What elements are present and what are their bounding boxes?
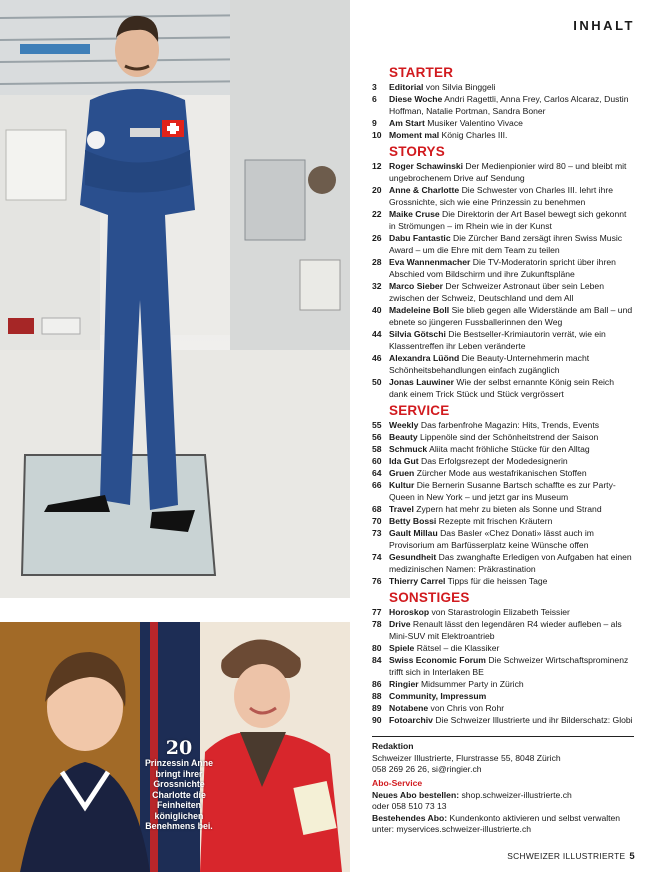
toc-entry-description: Wie der selbst ernannte König sein Reich dank einem Trick Stück und Stück vergrössert <box>389 377 614 399</box>
abo-title: Abo-Service <box>372 778 423 788</box>
toc-entry[interactable] <box>372 618 634 642</box>
toc-entry-body <box>389 328 634 352</box>
toc-entry[interactable] <box>372 654 634 678</box>
divider <box>372 736 634 737</box>
toc-entry[interactable] <box>372 606 634 618</box>
toc-entry[interactable] <box>372 702 634 714</box>
toc-entry[interactable] <box>372 431 634 443</box>
toc-page-number: 40 <box>372 305 382 315</box>
abo-block <box>372 778 634 836</box>
toc-entry-body <box>389 419 634 431</box>
toc-entry-title: Maike Cruse <box>389 209 440 219</box>
toc-entry-title: Community, Impressum <box>389 691 487 701</box>
toc-entry-description: Musiker Valentino Vivace <box>427 118 523 128</box>
toc-entry[interactable] <box>372 81 634 93</box>
toc-entry-body <box>389 618 634 642</box>
toc-entry-body <box>389 208 634 232</box>
photo-caption <box>140 738 218 832</box>
toc-page-number: 78 <box>372 619 382 629</box>
toc-entry-title: Fotoarchiv <box>389 715 433 725</box>
toc-entry-title: Travel <box>389 504 414 514</box>
toc-entry-description: von Chris von Rohr <box>430 703 505 713</box>
toc-entry-title: Alexandra Lüönd <box>389 353 460 363</box>
section-title: STARTER <box>389 65 454 80</box>
toc-entry-description: Das Erfolgsrezept der Modedesignerin <box>421 456 568 466</box>
toc-entry-body <box>389 256 634 280</box>
redaktion-contact: 058 269 26 26, si@ringier.ch <box>372 764 482 774</box>
toc-entry-body <box>389 575 634 587</box>
toc-entry-description: Aliita macht fröhliche Stücke für den Alltag <box>429 444 590 454</box>
toc-page-number: 46 <box>372 353 382 363</box>
redaktion-address: Schweizer Illustrierte, Flurstrasse 55, 8048 Zürich <box>372 752 561 763</box>
toc-entry-description: Die Zürcher Band zersägt ihren Swiss Music Award – um die Ehre mit dem Team zu teilen <box>389 233 623 255</box>
toc-entry-description: Die Schwester von Charles III. lehrt ihre Grossnichte, sich wie eine Prinzessin zu benehmen <box>389 185 613 207</box>
toc-page-number: 90 <box>372 715 382 725</box>
toc-entry[interactable] <box>372 714 634 726</box>
toc-entry-body <box>389 527 634 551</box>
toc-page-number: 88 <box>372 691 382 701</box>
toc-entry[interactable] <box>372 527 634 551</box>
toc-entry-body <box>389 642 634 654</box>
toc-entry-title: Editorial <box>389 82 424 92</box>
toc-page-number: 55 <box>372 420 382 430</box>
toc-entry-body <box>389 184 634 208</box>
toc-page-number: 9 <box>372 118 377 128</box>
toc-entry[interactable] <box>372 551 634 575</box>
toc-entry[interactable] <box>372 232 634 256</box>
toc-page-number: 32 <box>372 281 382 291</box>
toc-entry-title: Eva Wannenmacher <box>389 257 471 267</box>
toc-entry-title: Spiele <box>389 643 415 653</box>
footer-page-number: 5 <box>629 851 635 862</box>
astronaut-illustration <box>0 0 350 598</box>
toc-entry[interactable] <box>372 160 634 184</box>
toc-entry-body <box>389 443 634 455</box>
toc-page-number: 74 <box>372 552 382 562</box>
toc-entry[interactable] <box>372 208 634 232</box>
toc-entry-body <box>389 606 634 618</box>
toc-entry-description: Zypern hat mehr zu bieten als Sonne und Strand <box>416 504 602 514</box>
toc-entry-description: Midsummer Party in Zürich <box>421 679 524 689</box>
toc-entry-description: Sie blieb gegen alle Widerstände am Ball – und ebnete so jüngeren Fussballerinnen den Weg <box>389 305 633 327</box>
toc-page-number: 12 <box>372 161 382 171</box>
toc-entry-body <box>389 678 634 690</box>
toc-entry-description: Die Schweizer Illustrierte und ihr Bilderschatz: Globi <box>435 715 633 725</box>
toc-entry-title: Gesundheit <box>389 552 437 562</box>
toc-entry[interactable] <box>372 690 634 702</box>
toc-entry-body <box>389 352 634 376</box>
toc-entry-body <box>389 280 634 304</box>
toc-entry-description: König Charles III. <box>441 130 508 140</box>
page-footer <box>507 851 635 862</box>
toc-page-number: 68 <box>372 504 382 514</box>
toc-page-number: 3 <box>372 82 377 92</box>
toc-page-number: 6 <box>372 94 377 104</box>
footer-magazine: SCHWEIZER ILLUSTRIERTE <box>507 851 626 861</box>
toc-entry-description: Andri Ragettli, Anna Frey, Carlos Alcaraz, Dustin Hoffman, Natalie Portman, Sandra Boner <box>389 94 629 116</box>
toc-entry-title: Kultur <box>389 480 415 490</box>
toc-page-number: 86 <box>372 679 382 689</box>
toc-page-number: 58 <box>372 444 382 454</box>
toc-entry-description: Das Basler «Chez Donati» lässt auch im Provisorium am Barfüsserplatz keine Wünsche offen <box>389 528 594 550</box>
abo-new-link[interactable]: shop.schweizer-illustrierte.ch <box>461 789 572 800</box>
toc-entry-body <box>389 93 634 117</box>
toc-entry-body <box>389 376 634 400</box>
toc-entry[interactable] <box>372 184 634 208</box>
toc-entry-title: Silvia Götschi <box>389 329 446 339</box>
toc-entry[interactable] <box>372 117 634 129</box>
redaktion-title: Redaktion <box>372 741 414 751</box>
toc-entry-title: Schmuck <box>389 444 428 454</box>
toc-entry-title: Anne & Charlotte <box>389 185 460 195</box>
toc-entry-body <box>389 690 634 702</box>
toc-entry[interactable] <box>372 443 634 455</box>
toc-entry-title: Weekly <box>389 420 419 430</box>
toc-entry-description: Die Bestseller-Krimiautorin verrät, wie ein Klassentreffen ihr Leben veränderte <box>389 329 606 351</box>
toc-entry-description: Die TV-Moderatorin spricht über ihren Abschied vom Bildschirm und ihre Zukunftspläne <box>389 257 616 279</box>
toc-entry-title: Jonas Lauwiner <box>389 377 454 387</box>
toc-entry-title: Madeleine Boll <box>389 305 450 315</box>
toc-entry[interactable] <box>372 352 634 376</box>
toc-entry-title: Gruen <box>389 468 415 478</box>
toc-entry-title: Am Start <box>389 118 425 128</box>
toc-entry-title: Moment mal <box>389 130 440 140</box>
caption-text: Prinzessin Anne bringt ihrer Grossnichte Charlotte die Feinheiten königlichen Benehmens bei. <box>144 758 214 831</box>
toc-page-number: 66 <box>372 480 382 490</box>
toc-entry-description: Die Bernerin Susanne Bartsch schaffte es zur Party-Queen in New York – und jetzt gar ins Museum <box>389 480 616 502</box>
toc-entry-description: Das zwanghafte Erledigen von Aufgaben hat einen medizinischen Namen: Präkrastination <box>389 552 632 574</box>
toc-entry[interactable] <box>372 256 634 280</box>
toc-entry[interactable] <box>372 376 634 400</box>
toc-entry-title: Beauty <box>389 432 418 442</box>
toc-entry-description: Lippenöle sind der Schönheitstrend der Saison <box>420 432 599 442</box>
section-title: STORYS <box>389 144 445 159</box>
toc-entry-body <box>389 117 634 129</box>
toc-entry[interactable] <box>372 129 634 141</box>
toc-entry[interactable] <box>372 479 634 503</box>
toc-entry-body <box>389 232 634 256</box>
toc-entry-body <box>389 160 634 184</box>
toc-page-number: 20 <box>372 185 382 195</box>
toc-entry-body <box>389 479 634 503</box>
toc-entry-body <box>389 81 634 93</box>
toc-entry-title: Diese Woche <box>389 94 443 104</box>
toc-page-number: 50 <box>372 377 382 387</box>
toc-entry-title: Gault Millau <box>389 528 438 538</box>
toc-entry-body <box>389 654 634 678</box>
toc-page-number: 28 <box>372 257 382 267</box>
toc-entry-title: Horoskop <box>389 607 430 617</box>
toc-entry-body <box>389 714 634 726</box>
toc-page-number: 10 <box>372 130 382 140</box>
toc-page-number: 77 <box>372 607 382 617</box>
toc-entry-description: Zürcher Mode aus westafrikanischen Stoffen <box>416 468 587 478</box>
toc-entry-description: Das farbenfrohe Magazin: Hits, Trends, Events <box>420 420 600 430</box>
toc-entry-description: Tipps für die heissen Tage <box>447 576 548 586</box>
toc-page-number: 76 <box>372 576 382 586</box>
toc-entry[interactable] <box>372 280 634 304</box>
toc-entry-body <box>389 455 634 467</box>
toc-entry[interactable] <box>372 328 634 352</box>
toc-entry-description: Der Medienpionier wird 80 – und bleibt mit ungebrochenem Drive auf Sendung <box>389 161 627 183</box>
abo-existing-text: Kundenkonto aktivieren und selbst verwalten unter: myservices.schweizer-illustrierte.ch <box>372 812 621 834</box>
toc-entry-description: Renault lässt den legendären R4 wieder aufleben – als Mini-SUV mit Elektroantrieb <box>389 619 622 641</box>
toc-entry-body <box>389 431 634 443</box>
toc-entry[interactable] <box>372 575 634 587</box>
toc-entry-title: Drive <box>389 619 411 629</box>
toc-entry[interactable] <box>372 455 634 467</box>
toc-entry-description: Rezepte mit frischen Kräutern <box>438 516 553 526</box>
toc-entry[interactable] <box>372 678 634 690</box>
toc-entry-description: von Starastrologin Elizabeth Teissier <box>431 607 570 617</box>
toc-page-number: 44 <box>372 329 382 339</box>
toc-entry-body <box>389 551 634 575</box>
abo-existing-label: Bestehendes Abo: <box>372 812 448 823</box>
toc-entry-body <box>389 503 634 515</box>
caption-page-number: 20 <box>165 737 193 759</box>
toc-page-number: 70 <box>372 516 382 526</box>
toc-entry[interactable] <box>372 467 634 479</box>
toc-page-number: 84 <box>372 655 382 665</box>
toc-entry-description: Die Beauty-Unternehmerin macht Schönheitsbehandlungen einfach zugänglich <box>389 353 590 375</box>
abo-new-label: Neues Abo bestellen: <box>372 789 460 800</box>
toc-page-number: 80 <box>372 643 382 653</box>
toc-entry-title: Swiss Economic Forum <box>389 655 486 665</box>
toc-entry[interactable] <box>372 515 634 527</box>
toc-page-number: 64 <box>372 468 382 478</box>
toc-entry[interactable] <box>372 503 634 515</box>
redaktion-block <box>372 741 634 776</box>
toc-entry-description: Rätsel – die Klassiker <box>416 643 500 653</box>
toc-entry-description: Der Schweizer Astronaut über sein Leben zwischen der Schweiz, Deutschland und dem All <box>389 281 604 303</box>
toc-page-number: 22 <box>372 209 382 219</box>
page-label: INHALT <box>573 18 635 33</box>
toc-entry-title: Ida Gut <box>389 456 419 466</box>
toc-entry-title: Roger Schawinski <box>389 161 464 171</box>
toc-entry-title: Ringier <box>389 679 419 689</box>
toc-page-number: 73 <box>372 528 382 538</box>
toc-entry[interactable] <box>372 419 634 431</box>
toc-page-number: 26 <box>372 233 382 243</box>
toc-entry-title: Dabu Fantastic <box>389 233 451 243</box>
toc-entry-body <box>389 702 634 714</box>
toc-entry[interactable] <box>372 304 634 328</box>
toc-entry-body <box>389 129 634 141</box>
toc-entry-description: von Silvia Binggeli <box>425 82 496 92</box>
toc-entry-title: Betty Bossi <box>389 516 437 526</box>
toc-page-number: 56 <box>372 432 382 442</box>
toc-page-number: 60 <box>372 456 382 466</box>
toc-entry[interactable] <box>372 642 634 654</box>
toc-entry[interactable] <box>372 93 634 117</box>
section-title: SONSTIGES <box>389 590 470 605</box>
toc-entry-title: Thierry Carrel <box>389 576 446 586</box>
section-title: SERVICE <box>389 403 450 418</box>
toc-entry-body <box>389 467 634 479</box>
toc-entry-body <box>389 304 634 328</box>
toc-entry-title: Marco Sieber <box>389 281 443 291</box>
toc-entry-description: Die Direktorin der Art Basel bewegt sich gekonnt in Strömungen – im Rhein wie in der Kunst <box>389 209 627 231</box>
toc-entry-title: Notabene <box>389 703 429 713</box>
toc-page-number: 89 <box>372 703 382 713</box>
toc-entry-body <box>389 515 634 527</box>
astronaut-photo <box>0 0 350 598</box>
abo-phone: oder 058 510 73 13 <box>372 801 447 811</box>
toc-entry-description: Die Schweizer Wirtschaftsprominenz trifft sich in Interlaken BE <box>389 655 629 677</box>
table-of-contents <box>372 62 634 726</box>
